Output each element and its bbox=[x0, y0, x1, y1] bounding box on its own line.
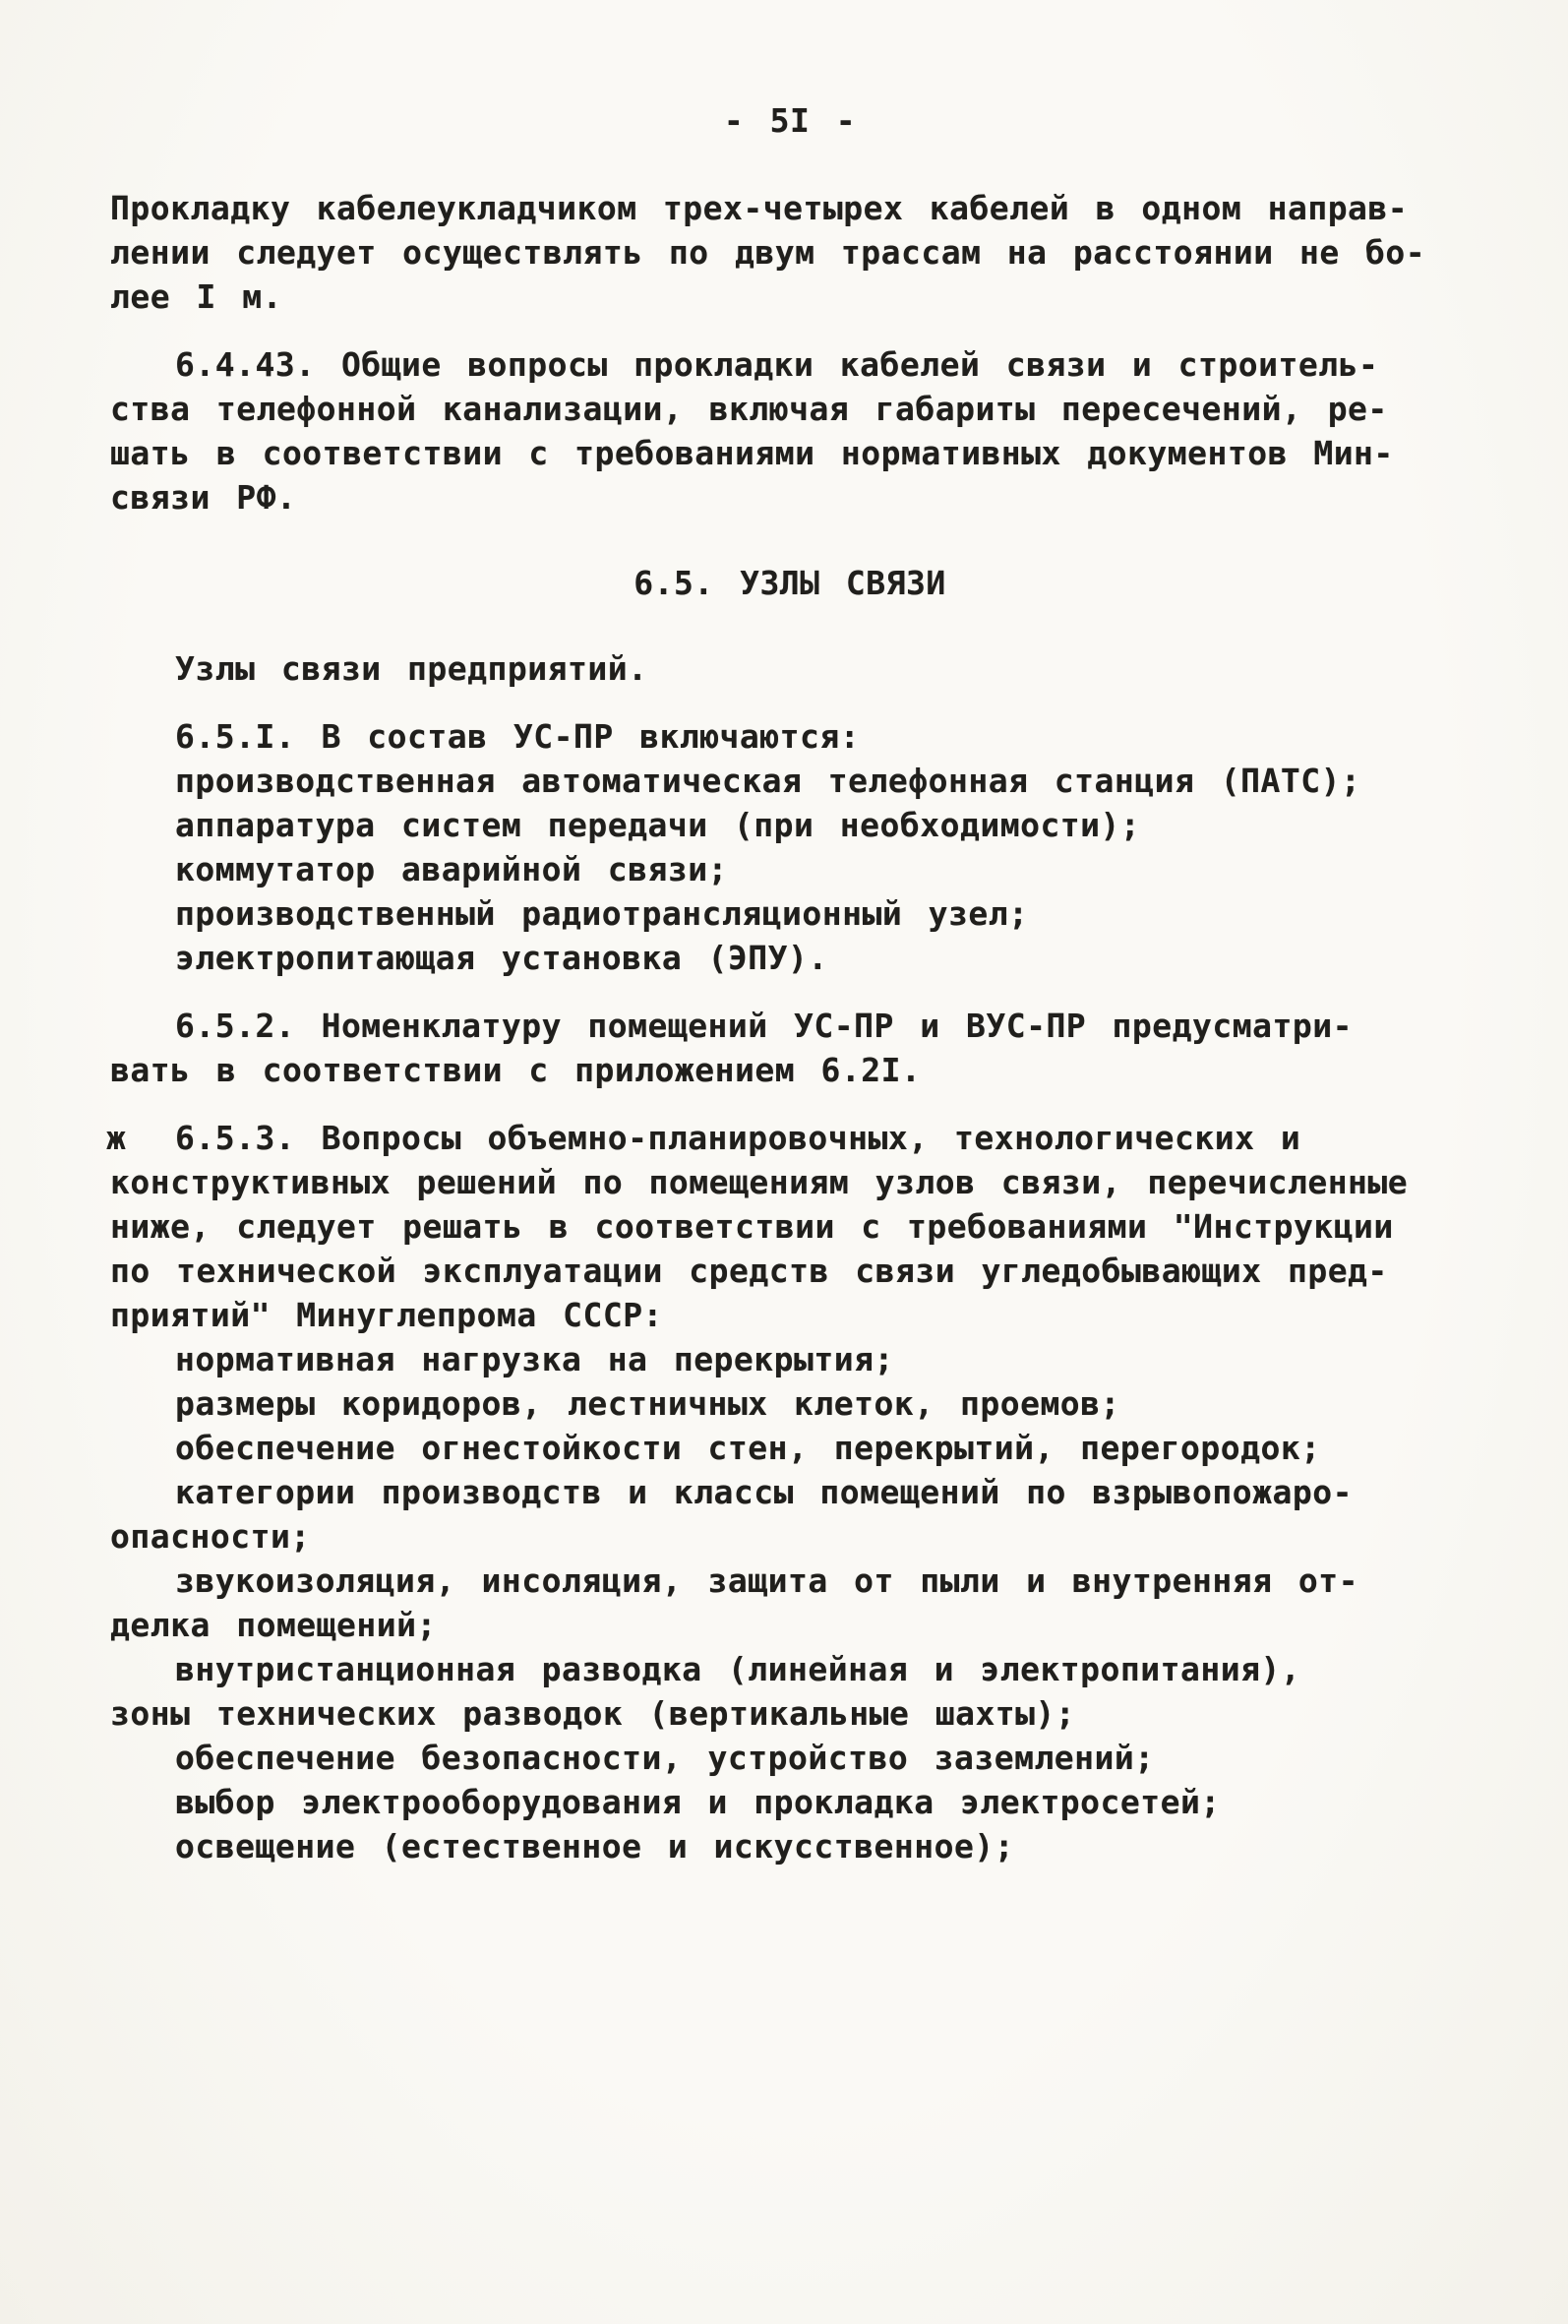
text-line: обеспечение огнестойкости стен, перекрытий, перегородок; bbox=[175, 1429, 1321, 1467]
text-line: конструктивных решений по помещениям узлов связи, перечисленные bbox=[110, 1163, 1409, 1201]
text-line: вать в соответствии с приложением 6.2I. bbox=[110, 1051, 922, 1089]
text-line: 6.5.3. Вопросы объемно-планировочных, технологических и bbox=[175, 1119, 1301, 1157]
paragraph-intro bbox=[110, 186, 1470, 319]
text-line: шать в соответствии с требованиями нормативных документов Мин- bbox=[110, 434, 1394, 472]
text-line: опасности; bbox=[110, 1517, 311, 1556]
text-line: ства телефонной канализации, включая габариты пересечений, ре- bbox=[110, 390, 1388, 428]
text-line: Узлы связи предприятий. bbox=[175, 649, 648, 688]
text-line: лении следует осуществлять по двум трассам на расстоянии не бо- bbox=[110, 233, 1426, 272]
paragraph-6-5-2 bbox=[110, 1004, 1470, 1092]
text-line: обеспечение безопасности, устройство заземлений; bbox=[175, 1739, 1155, 1777]
text-line: производственная автоматическая телефонная станция (ПАТС); bbox=[175, 762, 1361, 800]
text-line: связи РФ. bbox=[110, 478, 297, 517]
text-line: нормативная нагрузка на перекрытия; bbox=[175, 1340, 894, 1378]
paragraph-6-5-3 bbox=[106, 1116, 1470, 1868]
text-line: внутристанционная разводка (линейная и электропитания), bbox=[175, 1650, 1301, 1688]
text-line: 6.5.2. Номенклатуру помещений УС-ПР и ВУС-ПР предусматри- bbox=[175, 1007, 1353, 1045]
paragraph-6-4-43 bbox=[110, 342, 1470, 520]
text-line: аппаратура систем передачи (при необходимости); bbox=[175, 806, 1141, 844]
text-line: по технической эксплуатации средств связи угледобывающих пред- bbox=[110, 1252, 1388, 1290]
text-line: 6.5.I. В состав УС-ПР включаются: bbox=[175, 717, 861, 756]
text-line: коммутатор аварийной связи; bbox=[175, 850, 728, 888]
text-line: 6.4.43. Общие вопросы прокладки кабелей связи и строитель- bbox=[175, 345, 1379, 384]
text-line: выбор электрооборудования и прокладка электросетей; bbox=[175, 1783, 1221, 1821]
text-line: звукоизоляция, инсоляция, защита от пыли и внутренняя от- bbox=[175, 1561, 1358, 1600]
text-line: производственный радиотрансляционный узел; bbox=[175, 894, 1029, 933]
text-line: электропитающая установка (ЭПУ). bbox=[175, 939, 828, 977]
text-line: Прокладку кабелеукладчиком трех-четырех кабелей в одном направ- bbox=[110, 189, 1409, 227]
text-line: размеры коридоров, лестничных клеток, проемов; bbox=[175, 1384, 1120, 1423]
page-number: - 5I - bbox=[723, 101, 857, 140]
text-line: приятий" Минуглепрома СССР: bbox=[110, 1296, 663, 1334]
section-heading-6-5: 6.5. УЗЛЫ СВЯЗИ bbox=[633, 564, 946, 602]
paragraph-uzly-svyazi bbox=[110, 646, 1470, 691]
text-line: делка помещений; bbox=[110, 1606, 437, 1644]
paragraph-6-5-1 bbox=[110, 714, 1470, 980]
text-line: ниже, следует решать в соответствии с требованиями "Инструкции bbox=[110, 1207, 1394, 1246]
text-line: лее I м. bbox=[110, 277, 282, 316]
margin-mark: ж bbox=[106, 1119, 126, 1157]
text-line: категории производств и классы помещений по взрывопожаро- bbox=[175, 1473, 1353, 1511]
text-line: зоны технических разводок (вертикальные шахты); bbox=[110, 1694, 1076, 1733]
text-line: освещение (естественное и искусственное); bbox=[175, 1827, 1015, 1865]
